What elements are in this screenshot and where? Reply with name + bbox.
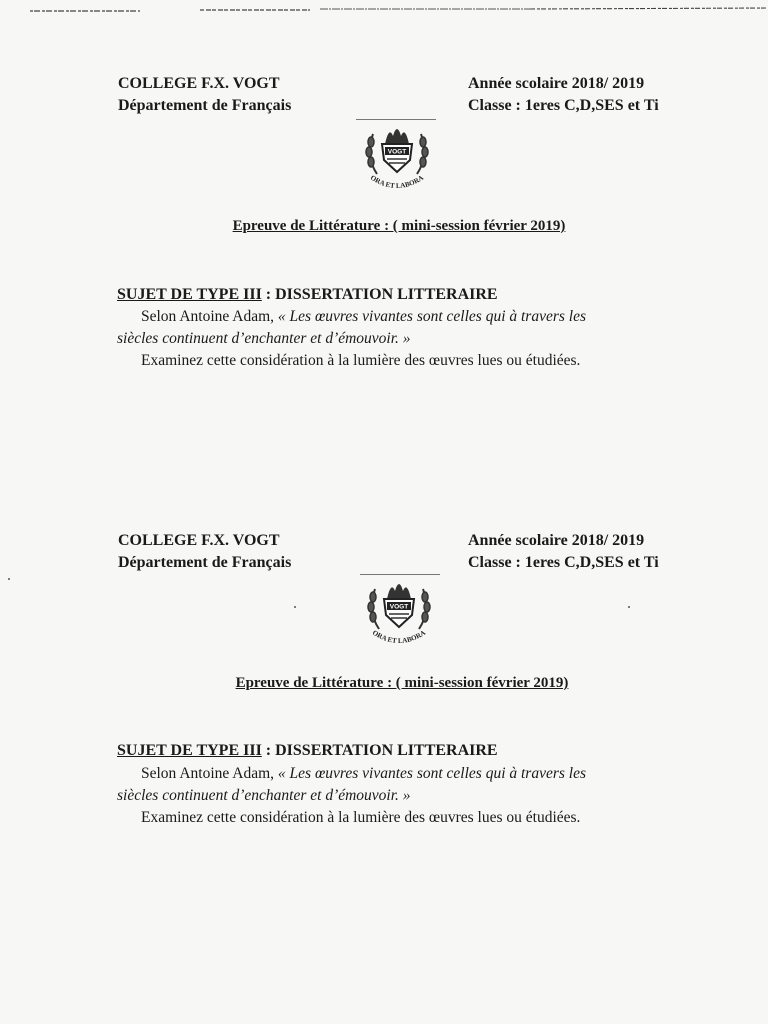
quote-line-1: « Les œuvres vivantes sont celles qui à travers les — [277, 765, 587, 782]
scan-speck — [8, 578, 10, 580]
school-year: Année scolaire 2018/ 2019 — [468, 532, 645, 549]
subject-type: SUJET DE TYPE III — [117, 742, 262, 759]
subject-kind: : DISSERTATION LITTERAIRE — [261, 742, 498, 759]
crest-banner: VOGT — [387, 148, 407, 156]
exam-title: Epreuve de Littérature : ( mini-session février 2019) — [232, 218, 566, 234]
exam-sheet-bottom — [0, 457, 768, 897]
subject-intro: Selon Antoine Adam, — [141, 765, 278, 782]
subject-body — [117, 763, 657, 829]
department-name: Département de Français — [118, 97, 292, 114]
subject-heading — [117, 742, 498, 760]
instruction: Examinez cette considération à la lumière des œuvres lues ou étudiées. — [141, 809, 581, 826]
school-name: COLLEGE F.X. VOGT — [118, 532, 280, 549]
crest-motto: ORA ET LABORA — [368, 173, 426, 191]
subject-heading — [117, 286, 498, 304]
exam-title: Epreuve de Littérature : ( mini-session février 2019) — [235, 675, 569, 691]
class-list: Classe : 1eres C,D,SES et Ti — [468, 97, 659, 114]
quote-line-2: siècles continuent d’enchanter et d’émouvoir. » — [117, 330, 411, 347]
quote-line-1: « Les œuvres vivantes sont celles qui à travers les — [277, 308, 587, 325]
quote-line-2: siècles continuent d’enchanter et d’émouvoir. » — [117, 787, 411, 804]
year-header — [468, 530, 659, 574]
subject-body — [117, 306, 657, 372]
scan-speck — [628, 606, 630, 608]
subject-kind: : DISSERTATION LITTERAIRE — [261, 286, 498, 303]
subject-intro: Selon Antoine Adam, — [141, 308, 278, 325]
school-crest-icon — [355, 116, 439, 200]
school-year: Année scolaire 2018/ 2019 — [468, 75, 645, 92]
exam-sheet-top — [0, 0, 768, 440]
school-name: COLLEGE F.X. VOGT — [118, 75, 280, 92]
school-crest-icon — [357, 571, 441, 655]
year-header — [468, 73, 659, 117]
instruction: Examinez cette considération à la lumière des œuvres lues ou étudiées. — [141, 352, 581, 369]
scan-speck — [294, 606, 296, 608]
school-header — [118, 73, 291, 117]
svg-text:ORA ET LABORA — [369, 174, 425, 190]
crest-motto: ORA ET LABORA — [370, 628, 428, 646]
school-header — [118, 530, 291, 574]
subject-type: SUJET DE TYPE III — [117, 286, 262, 303]
class-list: Classe : 1eres C,D,SES et Ti — [468, 554, 659, 571]
svg-text:ORA ET LABORA — [371, 629, 427, 645]
crest-banner: VOGT — [389, 603, 409, 611]
department-name: Département de Français — [118, 554, 292, 571]
